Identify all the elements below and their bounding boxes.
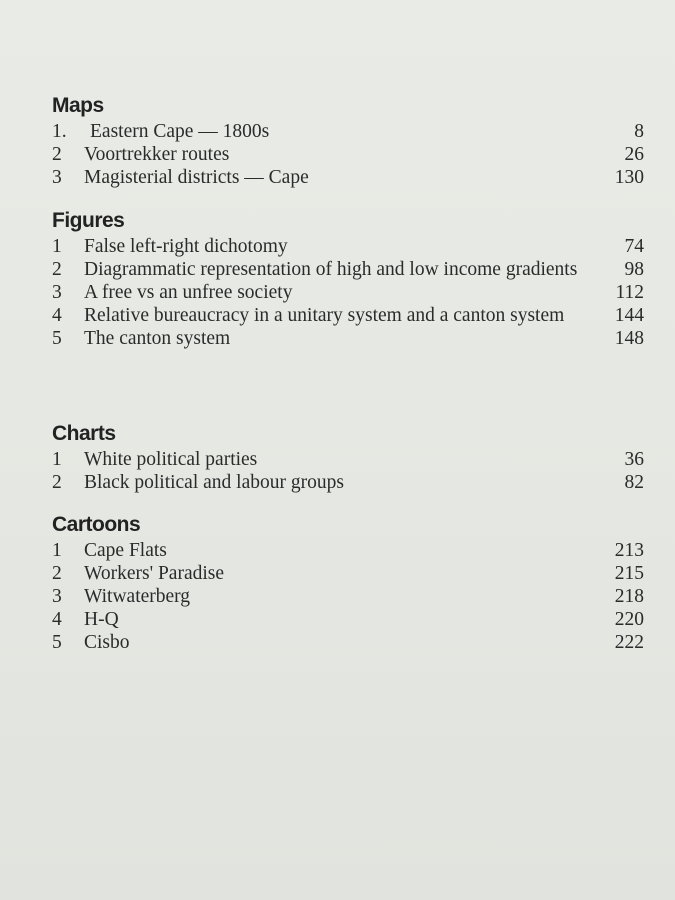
- list-item: [52, 539, 644, 562]
- entry-page: 112: [615, 282, 644, 303]
- entry-title: The canton system: [84, 328, 231, 349]
- entry-title: Cape Flats: [84, 540, 167, 561]
- entry-number: 3: [52, 282, 62, 303]
- entry-page: 98: [624, 259, 644, 280]
- entry-title: A free vs an unfree society: [84, 282, 293, 303]
- entry-title: H-Q: [84, 609, 119, 630]
- entry-number: 2: [52, 472, 62, 493]
- entry-number: 3: [52, 586, 62, 607]
- entry-number: 1: [52, 236, 62, 257]
- entry-number: 5: [52, 632, 62, 653]
- figures-section: [52, 209, 644, 350]
- list-item: [52, 471, 644, 494]
- entry-page: 36: [624, 449, 644, 470]
- list-item: [52, 166, 644, 189]
- entry-title: Black political and labour groups: [84, 472, 344, 493]
- section-heading-figures: Figures: [52, 209, 125, 232]
- entry-title: White political parties: [84, 449, 258, 470]
- entry-title: Magisterial districts — Cape: [84, 167, 309, 188]
- list-item: [52, 281, 644, 304]
- entry-number: 3: [52, 167, 62, 188]
- entry-title: Eastern Cape — 1800s: [90, 121, 270, 142]
- entry-title: Relative bureaucracy in a unitary system and a canton system: [84, 305, 565, 326]
- entry-page: 144: [614, 305, 644, 326]
- charts-section: [52, 422, 644, 494]
- list-item: [52, 304, 644, 327]
- section-heading-maps: Maps: [52, 94, 104, 117]
- list-item: [52, 562, 644, 585]
- list-item: [52, 120, 644, 143]
- entry-title: Voortrekker routes: [84, 144, 230, 165]
- entry-title: Workers' Paradise: [84, 563, 225, 584]
- entry-number: 4: [52, 609, 62, 630]
- entry-page: 220: [614, 609, 644, 630]
- entry-number: 2: [52, 259, 62, 280]
- entry-page: 26: [624, 144, 644, 165]
- entry-title: Diagrammatic representation of high and low income gradients: [84, 259, 578, 280]
- list-item: [52, 258, 644, 281]
- entry-page: 215: [614, 563, 644, 584]
- entry-title: Cisbo: [84, 632, 130, 653]
- list-item: [52, 327, 644, 350]
- entry-page: 213: [614, 540, 644, 561]
- list-item: [52, 608, 644, 631]
- list-item: [52, 448, 644, 471]
- list-item: [52, 143, 644, 166]
- entry-title: False left-right dichotomy: [84, 236, 288, 257]
- entry-page: 74: [624, 236, 644, 257]
- section-heading-charts: Charts: [52, 422, 116, 445]
- entry-number: 1.: [52, 121, 67, 142]
- entry-number: 1: [52, 449, 62, 470]
- cartoons-section: [52, 513, 644, 654]
- entry-number: 2: [52, 144, 62, 165]
- section-heading-cartoons: Cartoons: [52, 513, 141, 536]
- list-item: [52, 631, 644, 654]
- entry-number: 1: [52, 540, 62, 561]
- list-item: [52, 235, 644, 258]
- entry-number: 4: [52, 305, 62, 326]
- list-item: [52, 585, 644, 608]
- entry-number: 5: [52, 328, 62, 349]
- entry-page: 218: [614, 586, 644, 607]
- entry-page: 8: [634, 121, 644, 142]
- maps-section: [52, 94, 644, 189]
- entry-number: 2: [52, 563, 62, 584]
- entry-page: 130: [614, 167, 644, 188]
- entry-page: 82: [624, 472, 644, 493]
- entry-page: 148: [614, 328, 644, 349]
- entry-page: 222: [614, 632, 644, 653]
- entry-title: Witwaterberg: [84, 586, 191, 607]
